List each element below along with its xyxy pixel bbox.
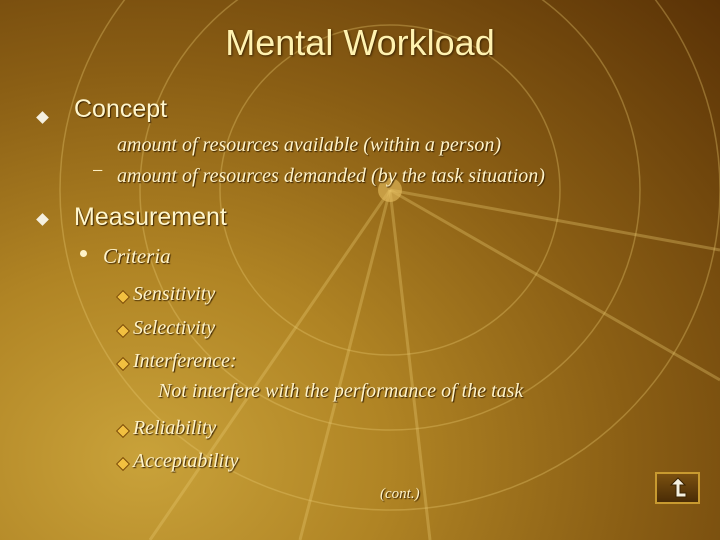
continued-label: (cont.) <box>380 486 420 502</box>
concept-line-2: amount of resources demanded (by the task situation) <box>117 165 545 187</box>
criteria-item-sensitivity: Sensitivity <box>133 283 216 305</box>
measurement-heading: Measurement <box>74 203 227 231</box>
criteria-item-selectivity: Selectivity <box>133 317 216 339</box>
slide-title: Mental Workload <box>225 22 495 63</box>
dot-bullet-icon <box>80 250 87 257</box>
return-button[interactable] <box>655 472 700 504</box>
criteria-item-acceptability: Acceptability <box>133 450 239 472</box>
criteria-item-reliability: Reliability <box>133 417 217 439</box>
criteria-label: Criteria <box>103 244 171 268</box>
concept-heading: Concept <box>74 95 168 123</box>
concept-line-1: amount of resources available (within a person) <box>117 134 502 156</box>
interference-detail: Not interfere with the performance of the task <box>158 380 524 402</box>
minus-sign: − <box>92 160 104 182</box>
criteria-item-interference: Interference: <box>133 350 237 372</box>
return-arrow-icon <box>664 477 692 499</box>
